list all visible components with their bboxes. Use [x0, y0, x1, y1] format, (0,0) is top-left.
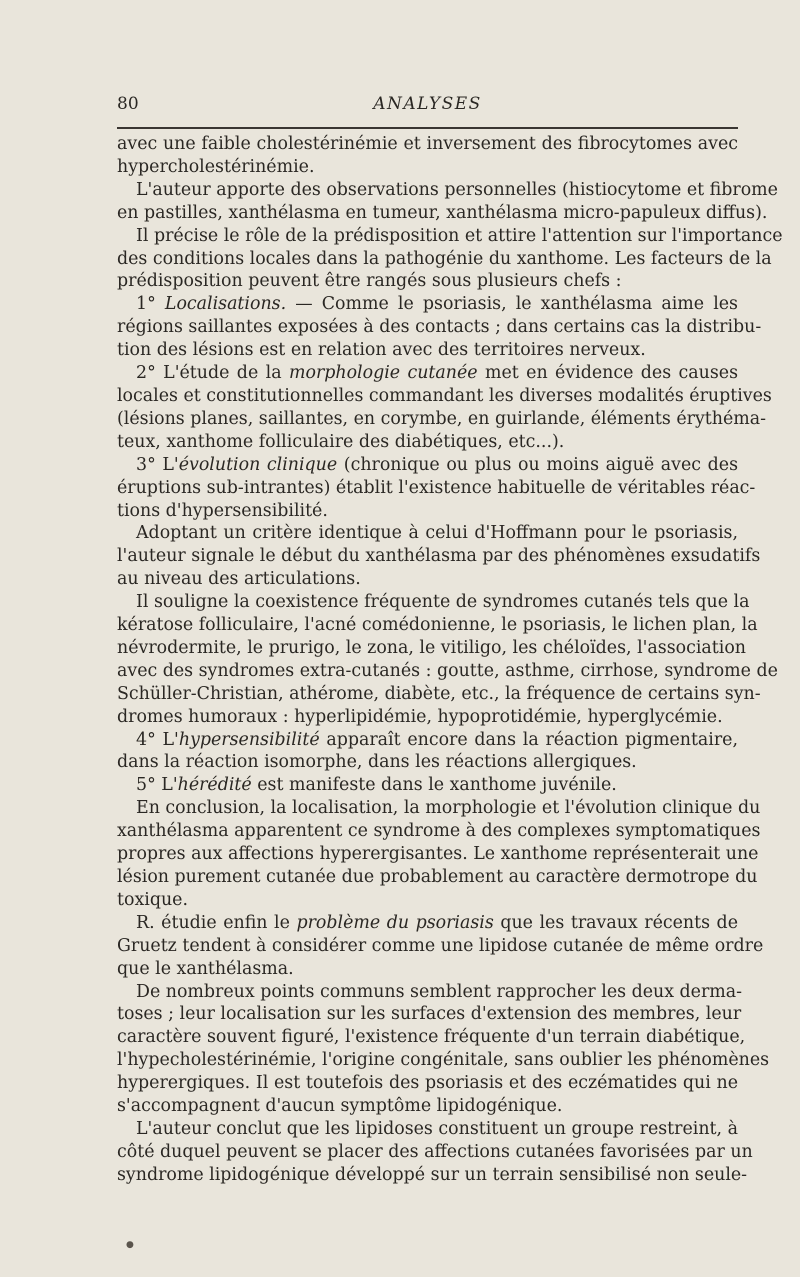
text-run: toses ; leur localisation sur les surfaces d'extension des membres, leur [117, 1004, 742, 1025]
text-line [117, 958, 738, 981]
text-line [117, 591, 750, 614]
text-run: est manifeste dans le xanthome juvénile. [251, 775, 617, 796]
text-run: (chronique ou plus ou moins aiguë avec des [337, 454, 738, 475]
italic-term: hérédité [177, 775, 252, 796]
text-run: tions d'hypersensibilité. [117, 500, 328, 521]
text-run: 3° L' [136, 454, 179, 475]
text-line [117, 637, 746, 660]
text-run: L'auteur conclut que les lipidoses constituent un groupe restreint, à [136, 1118, 738, 1139]
body-text [117, 133, 783, 1187]
page-number: 80 [117, 94, 139, 114]
text-line [117, 981, 742, 1004]
text-run: 1° [136, 294, 165, 315]
text-line [117, 270, 738, 293]
text-line [117, 133, 738, 156]
text-run: 2° L'étude de la [136, 363, 289, 384]
text-line [117, 1072, 738, 1095]
text-run: prédisposition peuvent être rangés sous plusieurs chefs : [117, 271, 622, 292]
text-line [117, 1026, 746, 1049]
text-line [117, 568, 738, 591]
text-line [117, 1164, 748, 1187]
text-run: caractère souvent figuré, l'existence fréquente d'un terrain diabétique, [117, 1027, 746, 1048]
text-line [117, 614, 758, 637]
text-line [117, 774, 738, 797]
text-line [117, 889, 738, 912]
text-line [117, 1141, 753, 1164]
text-run: des conditions locales dans la pathogénie du xanthome. Les facteurs de la [117, 248, 772, 269]
text-run: R. étudie enfin le [136, 912, 297, 933]
running-title: ANALYSES [373, 94, 482, 114]
text-run: met en évidence des causes [477, 363, 739, 384]
text-line [117, 843, 759, 866]
text-run: xanthélasma apparentent ce syndrome à des complexes symptomatiques [117, 821, 761, 842]
text-run: que les travaux récents de [493, 912, 738, 933]
text-line [117, 729, 738, 752]
text-run: en pastilles, xanthélasma en tumeur, xanthélasma micro-papuleux diffus). [117, 202, 768, 223]
text-run: 4° L' [136, 729, 179, 750]
text-run: dans la réaction isomorphe, dans les réactions allergiques. [117, 752, 637, 773]
text-run: avec une faible cholestérinémie et inversement des fibrocytomes avec [117, 134, 738, 154]
text-run: Adoptant un critère identique à celui d'Hoffmann pour le psoriasis, [136, 523, 738, 544]
page-header [117, 94, 738, 118]
text-line [117, 751, 738, 774]
text-run: l'auteur signale le début du xanthélasma par des phénomènes exsudatifs [117, 546, 761, 567]
italic-term: hypersensibilité [178, 729, 320, 750]
text-line [117, 293, 738, 316]
text-line [117, 248, 772, 271]
text-run: lésion purement cutanée due probablement au caractère dermotrope du [117, 867, 758, 887]
text-line [117, 545, 761, 568]
text-line [117, 225, 783, 248]
text-run: L'auteur apporte des observations personnelles (histiocytome et fibrome [136, 179, 778, 200]
text-run: éruptions sub-intrantes) établit l'existence habituelle de véritables réac- [117, 477, 756, 498]
text-run: — Comme le psoriasis, le xanthélasma aime les [286, 294, 738, 315]
italic-term: évolution clinique [178, 454, 338, 475]
text-line [117, 1049, 770, 1072]
text-line [117, 477, 756, 500]
text-line [117, 408, 766, 431]
text-line [117, 385, 772, 408]
text-run: 5° L' [136, 775, 178, 796]
ink-speck: ● [126, 1240, 134, 1250]
text-run: dromes humoraux : hyperlipidémie, hypoprotidémie, hyperglycémie. [117, 706, 723, 727]
italic-term: Localisations. [164, 294, 287, 315]
text-run: toxique. [117, 889, 188, 910]
text-run: au niveau des articulations. [117, 569, 361, 590]
text-line [117, 179, 778, 202]
text-run: Il précise le rôle de la prédisposition et attire l'attention sur l'importance [136, 225, 783, 246]
text-line [117, 1003, 742, 1026]
text-line [117, 362, 738, 385]
text-run: tion des lésions est en relation avec des territoires nerveux. [117, 340, 646, 361]
text-line [117, 820, 761, 843]
text-line [117, 202, 768, 225]
text-run: hyperergiques. Il est toutefois des psoriasis et des eczématides qui ne [117, 1073, 738, 1094]
text-run: (lésions planes, saillantes, en corymbe, en guirlande, éléments érythéma- [117, 408, 766, 429]
text-line [117, 1118, 738, 1141]
text-run: propres aux affections hyperergisantes. Le xanthome représenterait une [117, 844, 759, 865]
text-run: kératose folliculaire, l'acné comédonienne, le psoriasis, le lichen plan, la [117, 615, 758, 636]
italic-term: morphologie cutanée [288, 363, 478, 384]
text-line [117, 866, 758, 889]
text-run: névrodermite, le prurigo, le zona, le vitiligo, les chéloïdes, l'association [117, 637, 746, 658]
text-run: locales et constitutionnelles commandant les diverses modalités éruptives [117, 385, 772, 406]
text-line [117, 912, 738, 935]
header-rule [117, 127, 738, 129]
text-line [117, 935, 764, 958]
text-line [117, 500, 738, 523]
text-run: De nombreux points communs semblent rapprocher les deux derma- [136, 981, 742, 1002]
text-run: que le xanthélasma. [117, 958, 294, 979]
text-line [117, 339, 738, 362]
text-line [117, 706, 738, 729]
text-run: régions saillantes exposées à des contacts ; dans certains cas la distribu- [117, 317, 762, 338]
text-run: hypercholestérinémie. [117, 156, 315, 177]
text-run: s'accompagnent d'aucun symptôme lipidogénique. [117, 1096, 563, 1117]
text-run: En conclusion, la localisation, la morphologie et l'évolution clinique du [136, 798, 761, 819]
text-run: Schüller-Christian, athérome, diabète, etc., la fréquence de certains syn- [117, 683, 761, 704]
text-line [117, 1095, 738, 1118]
text-run: Gruetz tendent à considérer comme une lipidose cutanée de même ordre [117, 935, 764, 956]
text-line [117, 660, 778, 683]
text-line [117, 156, 738, 179]
text-run: Il souligne la coexistence fréquente de syndromes cutanés tels que la [136, 592, 750, 613]
text-run: apparaît encore dans la réaction pigmentaire, [319, 729, 738, 750]
text-line [117, 797, 761, 820]
text-run: côté duquel peuvent se placer des affections cutanées favorisées par un [117, 1141, 753, 1162]
italic-term: problème du psoriasis [296, 912, 494, 933]
text-run: l'hypecholestérinémie, l'origine congénitale, sans oublier les phénomènes [117, 1050, 770, 1071]
text-run: avec des syndromes extra-cutanés : goutte, asthme, cirrhose, syndrome de [117, 660, 778, 681]
text-line [117, 316, 762, 339]
text-line [117, 683, 761, 706]
text-line [117, 522, 738, 545]
text-run: teux, xanthome folliculaire des diabétiques, etc...). [117, 431, 565, 452]
text-line [117, 454, 738, 477]
text-run: syndrome lipidogénique développé sur un terrain sensibilisé non seule- [117, 1164, 748, 1185]
text-line [117, 431, 738, 454]
